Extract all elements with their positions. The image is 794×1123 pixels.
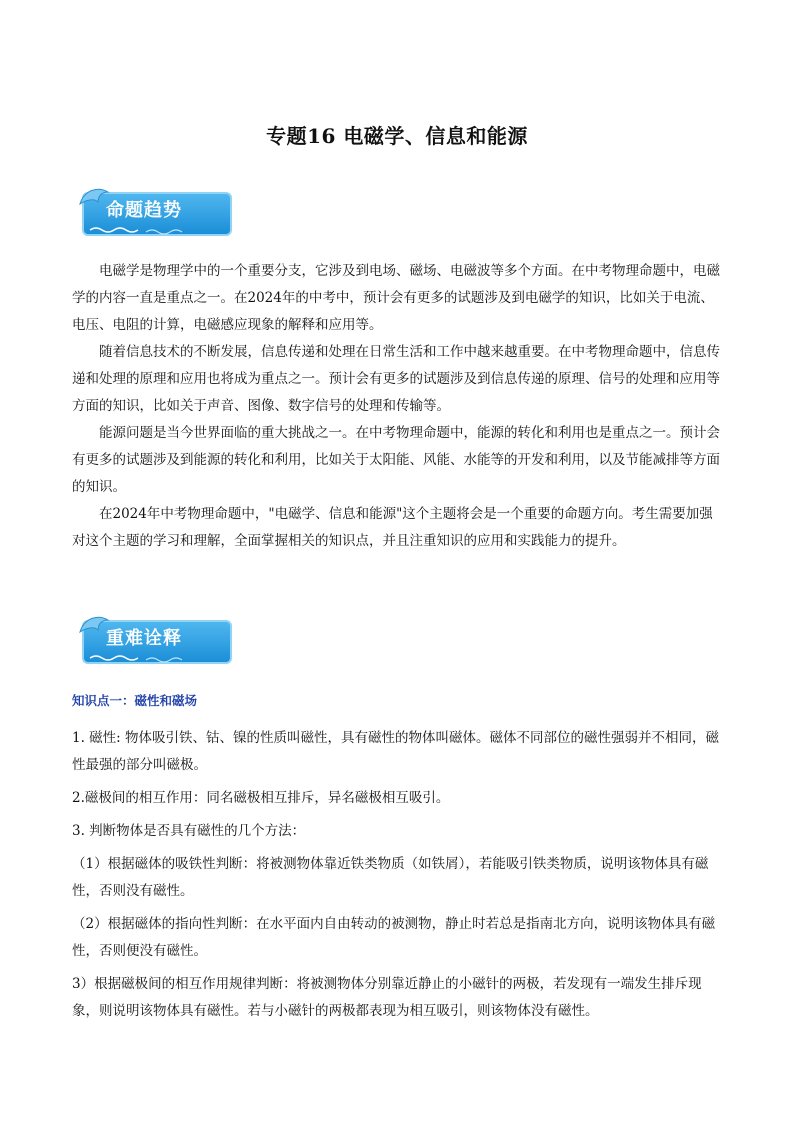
list-item: （2）根据磁体的指向性判断：在水平面内自由转动的被测物，静止时若总是指南北方向，说明该物体具有磁性，否则便没有磁性。 bbox=[72, 916, 716, 959]
paragraph: 在2024年中考物理命题中，"电磁学、信息和能源"这个主题将会是一个重要的命题方向。考生需要加强对这个主题的学习和理解，全面掌握相关的知识点，并且注重知识的应用和实践能力的提升。 bbox=[72, 506, 713, 549]
knowledge-point-title: 知识点一：磁性和磁场 bbox=[72, 693, 198, 708]
paragraph: 能源问题是当今世界面临的重大挑战之一。在中考物理命题中，能源的转化和利用也是重点之一。预计会有更多的试题涉及到能源的转化和利用，比如关于太阳能、风能、水能等的开发和利用，以及节能减排等方面的知识。 bbox=[72, 425, 720, 495]
paragraph: 随着信息技术的不断发展，信息传递和处理在日常生活和工作中越来越重要。在中考物理命题中，信息传递和处理的原理和应用也将成为重点之一。预计会有更多的试题涉及到信息传递的原理、信号的处理和应用等方面的知识，比如关于声音、图像、数字信号的处理和传输等。 bbox=[72, 344, 720, 414]
list-item: 2.磁极间的相互作用：同名磁极相互排斥，异名磁极相互吸引。 bbox=[72, 790, 450, 806]
knowledge-items bbox=[72, 725, 724, 1025]
section-banner-key-points bbox=[76, 610, 236, 670]
banner-label: 命题趋势 bbox=[106, 200, 182, 221]
trend-text bbox=[72, 258, 724, 555]
section-banner-trend bbox=[76, 182, 236, 242]
list-item: 1. 磁性: 物体吸引铁、钴、镍的性质叫磁性，具有磁性的物体叫磁体。磁体不同部位的磁性强弱并不相同，磁性最强的部分叫磁极。 bbox=[72, 730, 720, 773]
banner-label: 重难诠释 bbox=[106, 628, 182, 649]
paragraph: 电磁学是物理学中的一个重要分支，它涉及到电场、磁场、电磁波等多个方面。在中考物理命题中，电磁学的内容一直是重点之一。在2024年的中考中，预计会有更多的试题涉及到电磁学的知识，比如关于电流、电压、电阻的计算，电磁感应现象的解释和应用等。 bbox=[72, 263, 720, 333]
page-title: 专题16 电磁学、信息和能源 bbox=[266, 124, 528, 148]
list-item: 3. 判断物体是否具有磁性的几个方法： bbox=[72, 823, 306, 839]
list-item: 3）根据磁极间的相互作用规律判断：将被测物体分别靠近静止的小磁针的两极，若发现有一端发生排斥现象，则说明该物体具有磁性。若与小磁针的两极都表现为相互吸引，则该物体没有磁性。 bbox=[72, 976, 702, 1019]
list-item: （1）根据磁体的吸铁性判断：将被测物体靠近铁类物质（如铁屑），若能吸引铁类物质，说明该物体具有磁性，否则没有磁性。 bbox=[72, 856, 709, 899]
